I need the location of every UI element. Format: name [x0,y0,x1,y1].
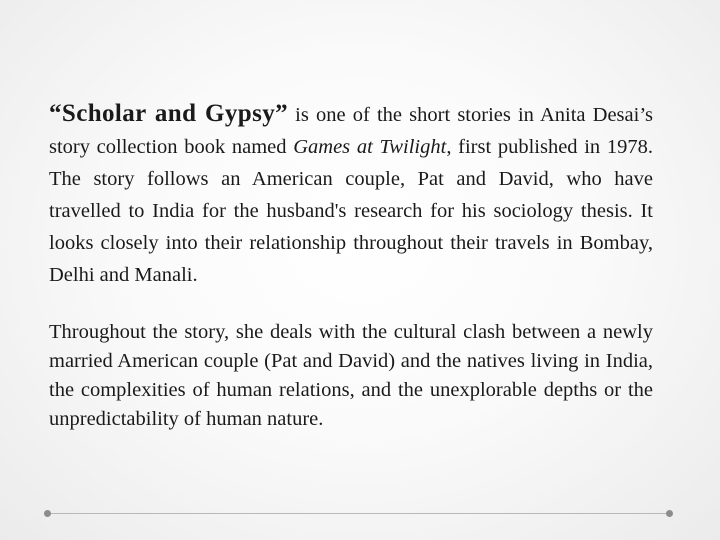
book-title: Games at Twilight [293,136,447,158]
footer-divider-line [48,513,670,514]
intro-paragraph [49,98,653,291]
divider-right-dot-icon [666,510,673,517]
divider-left-dot-icon [44,510,51,517]
themes-paragraph: Throughout the story, she deals with the cultural clash between a newly married American couple (Pat and David) and the natives living in India, the complexities of human relations, and the unexplorable depths or the unpredictability of human nature. [49,321,653,430]
intro-text-part1: is one of the short stories in Anita Desai’s story collection book named [49,104,653,158]
story-title: “Scholar and Gypsy” [49,100,289,127]
slide-text-body [49,98,653,434]
intro-text-part2: , first published in 1978. The story follows an American couple, Pat and David, who have travelled to India for the husband's research for his sociology thesis. It looks closely into their relationship throughout their travels in Bombay, Delhi and Manali. [49,136,653,286]
